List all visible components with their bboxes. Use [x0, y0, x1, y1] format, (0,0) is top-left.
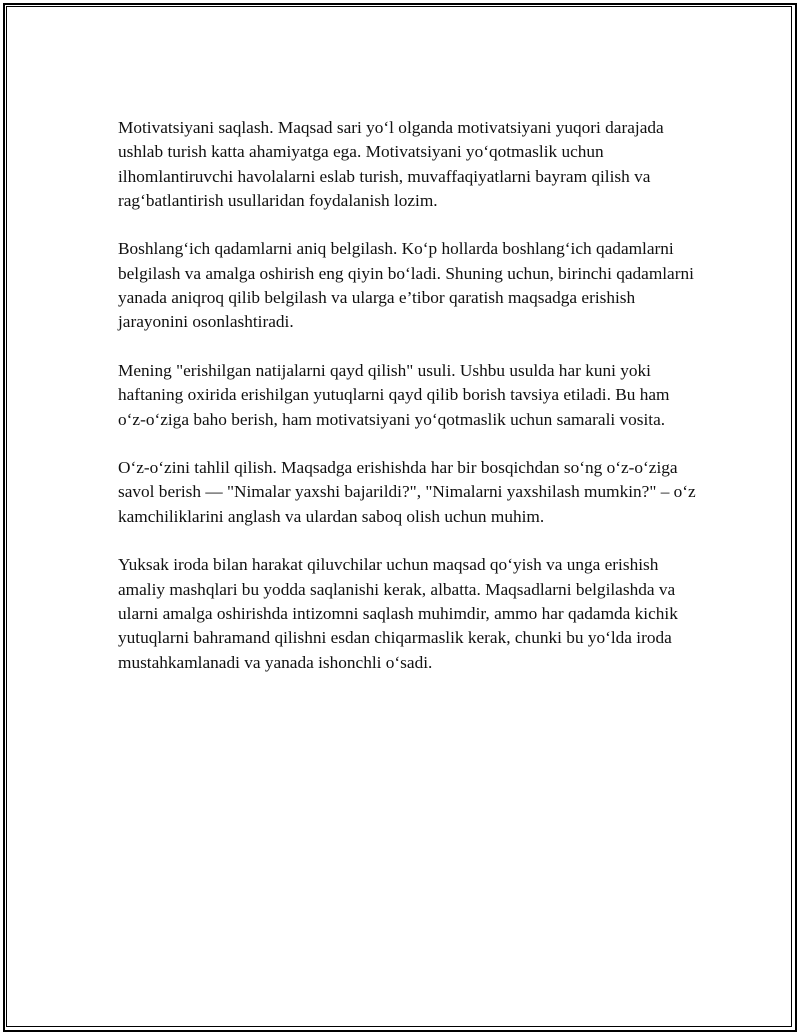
document-body	[118, 116, 698, 699]
paragraph-motivation: Motivatsiyani saqlash. Maqsad sari yo‘l olganda motivatsiyani yuqori darajada ushlab turish katta ahamiyatga ega. Motivatsiyani yo‘qotmaslik uchun ilhomlantiruvchi havolalarni eslab turish, muvaffaqiyatlarni bayram qilish va rag‘batlantirish usullaridan foydalanish lozim.	[118, 118, 664, 210]
paragraph-results-method: Mening "erishilgan natijalarni qayd qilish" usuli. Ushbu usulda har kuni yoki haftaning oxirida erishilgan yutuqlarni qayd qilib borish tavsiya etiladi. Bu ham o‘z-o‘ziga baho berish, ham motivatsiyani yo‘qotmaslik uchun samarali vosita.	[118, 360, 670, 429]
paragraph-first-steps: Boshlang‘ich qadamlarni aniq belgilash. Ko‘p hollarda boshlang‘ich qadamlarni belgilash va amalga oshirish eng qiyin bo‘ladi. Shuning uchun, birinchi qadamlarni yanada aniqroq qilib belgilash va ularga e’tibor qaratish maqsadga erishish jarayonini osonlashtiradi.	[118, 239, 694, 332]
paragraph-conclusion: Yuksak iroda bilan harakat qiluvchilar uchun maqsad qo‘yish va unga erishish amaliy mashqlari bu yodda saqlanishi kerak, albatta. Maqsadlarni belgilashda va ularni amalga oshirishda intizomni saqlash muhimdir, ammo har qadamda kichik yutuqlarni bahramand qilishni esdan chiqarmaslik kerak, chunki bu yo‘lda iroda mustahkamlanadi va yanada ishonchli o‘sadi.	[118, 555, 678, 672]
paragraph-self-analysis: O‘z-o‘zini tahlil qilish. Maqsadga erishishda har bir bosqichdan so‘ng o‘z-o‘ziga savol berish — "Nimalar yaxshi bajarildi?", "Nimalarni yaxshilash mumkin?" – o‘z kamchiliklarini anglash va ulardan saboq olish uchun muhim.	[118, 458, 696, 526]
